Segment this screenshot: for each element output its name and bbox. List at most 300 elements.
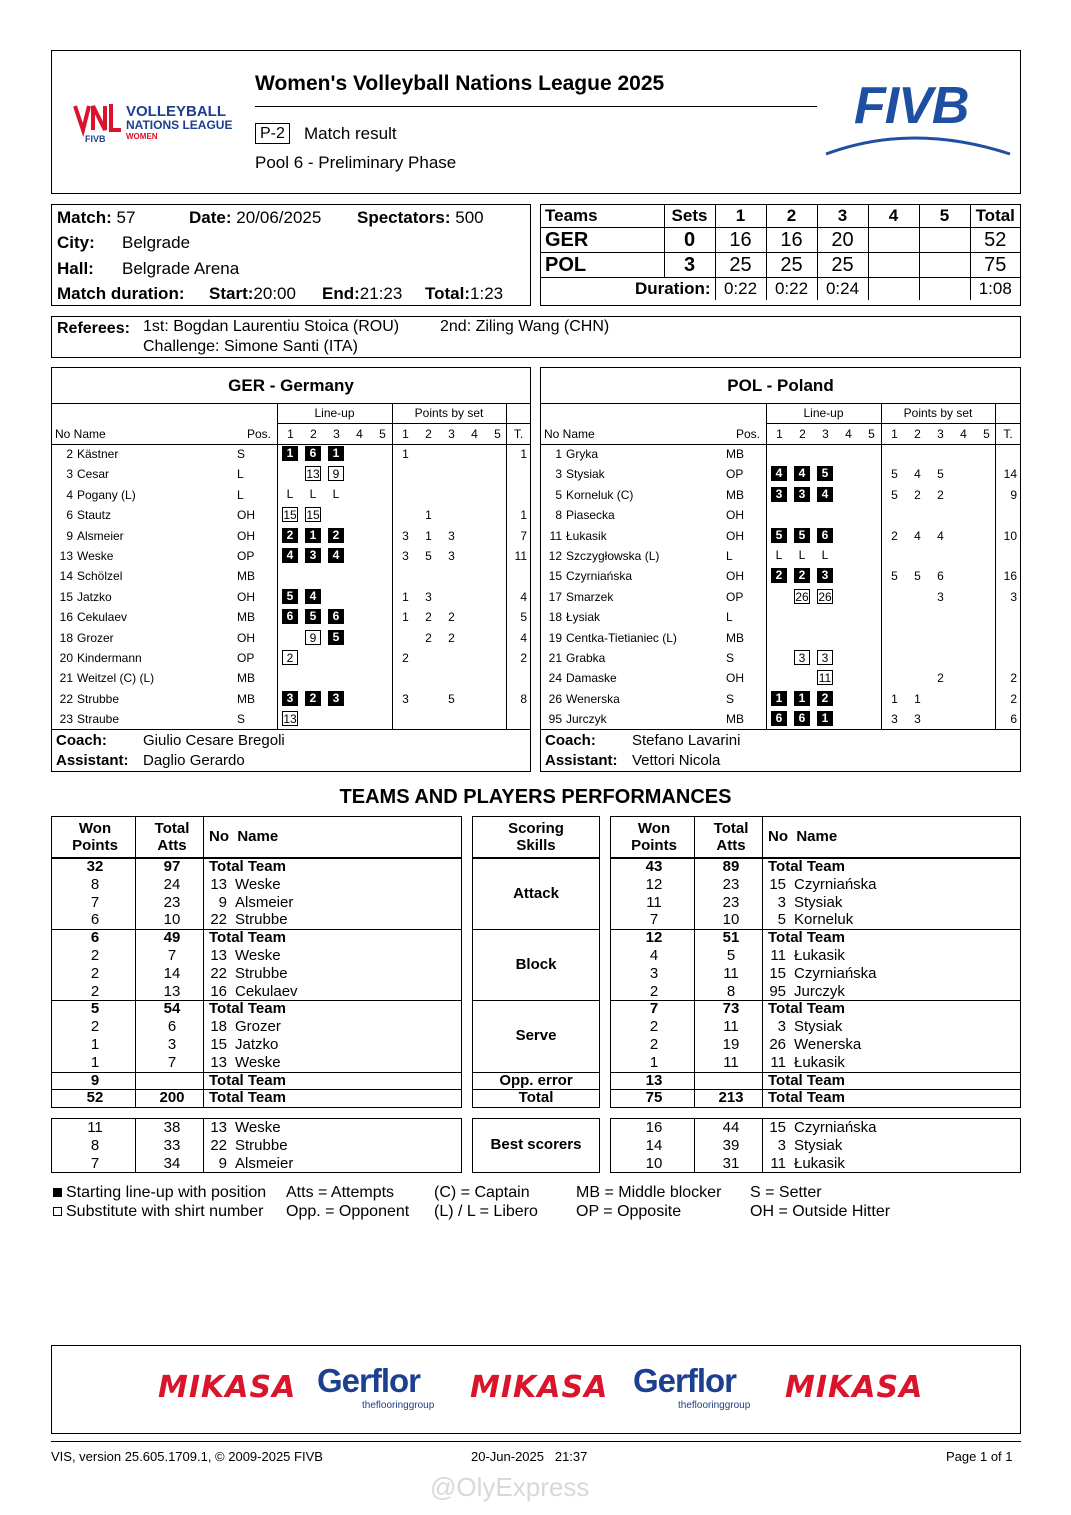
sets-won: 0	[664, 228, 715, 253]
first-referee: 1st: Bogdan Laurentiu Stoica (ROU)	[143, 318, 400, 335]
player-name: Alsmeier	[77, 528, 124, 543]
player-name: Łukasik	[794, 1154, 845, 1172]
coach-label: Coach:	[56, 732, 107, 749]
col-set-lineup: 4	[845, 427, 852, 441]
player-name: Jurczyk	[566, 712, 607, 727]
set-points: 4	[914, 467, 921, 482]
col-total-atts: Total Atts	[154, 820, 190, 854]
best-scorers-label: Best scorers	[490, 1135, 582, 1153]
player-position: OH	[237, 589, 255, 604]
player-position: S	[237, 447, 246, 461]
player-position: L	[237, 467, 244, 482]
player-position: OH	[237, 508, 255, 523]
lineup-cell: L	[286, 486, 294, 501]
total-atts: 54	[163, 1000, 181, 1018]
won-points: 11	[87, 1119, 103, 1136]
legend-libero: (L) / L = Libero	[434, 1203, 538, 1220]
assistant-name: Daglio Gerardo	[143, 752, 245, 769]
lineup-cell: 5	[328, 630, 344, 645]
lineup-cell: 2	[282, 650, 298, 665]
player-position: MB	[237, 610, 255, 625]
col-set-points: 1	[402, 427, 409, 441]
set-score: 16	[766, 228, 817, 253]
won-points: 2	[90, 964, 100, 982]
player-name: Alsmeier	[235, 1154, 294, 1172]
player-number: 15	[548, 569, 562, 584]
match-total: Total:1:23	[425, 284, 504, 303]
player-position: S	[726, 651, 735, 665]
player-position: MB	[726, 630, 744, 645]
vnl-logo	[73, 100, 238, 146]
lineup-cell: L	[775, 548, 783, 562]
set-points: 1	[402, 447, 409, 461]
rule	[135, 929, 136, 1000]
won-points: 8	[90, 875, 100, 893]
col-pos: Pos.	[736, 427, 761, 441]
watermark: @OlyExpress	[430, 1472, 590, 1502]
col-no-name: No Name	[55, 427, 106, 441]
won-points: 13	[645, 1071, 663, 1089]
col-set-points: 1	[891, 427, 898, 441]
total-atts: 3	[167, 1036, 177, 1053]
player-name: Total Team	[209, 929, 286, 947]
match-number: Match: 57	[57, 208, 136, 227]
player-name: Łukasik	[794, 1053, 845, 1071]
player-number: 20	[59, 651, 73, 665]
set-points: 1	[402, 610, 409, 625]
player-number: 9	[218, 893, 227, 911]
assistant-label: Assistant:	[56, 752, 129, 769]
rule	[762, 1072, 763, 1090]
vnl-mark-icon	[73, 100, 125, 144]
rule	[203, 816, 204, 858]
player-position: OH	[726, 671, 744, 686]
set-points: 2	[425, 630, 432, 645]
player-number: 26	[769, 1036, 786, 1053]
won-points: 7	[90, 893, 100, 911]
col-set-lineup: 2	[310, 427, 317, 441]
set-points: 5	[448, 691, 455, 706]
lineup-cell: 2	[328, 528, 344, 543]
set-duration: 0:22	[715, 278, 766, 301]
set-score: 25	[715, 253, 766, 278]
set-points: 3	[891, 712, 898, 727]
set-points: 3	[425, 589, 432, 604]
col-set-lineup: 5	[379, 427, 386, 441]
set-points: 2	[937, 487, 944, 502]
footer-rule	[51, 1441, 1021, 1442]
player-number: 15	[210, 1036, 227, 1053]
player-name: Stautz	[77, 508, 112, 523]
match-start: Start:20:00	[209, 284, 296, 303]
coach-name: Giulio Cesare Bregoli	[143, 732, 285, 749]
set-duration	[919, 278, 970, 301]
rule	[51, 444, 531, 445]
player-position: OH	[237, 528, 255, 543]
skill-name: Block	[515, 955, 557, 973]
total-atts: 33	[163, 1136, 181, 1154]
won-points: 7	[649, 911, 659, 929]
won-points: 7	[90, 1154, 100, 1172]
mikasa-logo: MIKASA	[470, 1370, 609, 1405]
duration-label: Duration:	[541, 278, 715, 301]
won-points: 2	[649, 1018, 659, 1036]
player-number: 21	[548, 651, 562, 665]
won-points: 11	[646, 893, 662, 911]
legend-substitute: Substitute with shirt number	[53, 1203, 263, 1221]
won-points: 2	[90, 947, 100, 964]
rule	[540, 444, 1021, 445]
lineup-cell: L	[309, 486, 317, 501]
player-name: Korneluk	[794, 911, 854, 929]
lineup-cell: L	[798, 548, 806, 562]
lineup-cell: 9	[305, 630, 321, 645]
fivb-logo	[822, 77, 1014, 160]
set-points: 2	[914, 487, 921, 502]
lineup-cell: 13	[283, 712, 297, 727]
set-points: 3	[402, 549, 409, 563]
won-points: 43	[645, 858, 663, 875]
player-number: 3	[777, 1136, 786, 1154]
skill-name: Attack	[513, 884, 559, 902]
total-atts: 6	[167, 1018, 177, 1036]
total-atts: 11	[723, 1053, 739, 1071]
player-name: Cesar	[77, 467, 110, 482]
rule	[51, 729, 531, 730]
player-number: 4	[66, 487, 73, 502]
total-atts: 44	[722, 1119, 740, 1136]
player-name: Piasecka	[566, 508, 615, 523]
col-no-name: No Name	[209, 828, 279, 845]
set-points: 3	[914, 712, 921, 727]
legend-op: OP = Opposite	[576, 1203, 682, 1220]
player-name: Pogany (L)	[77, 487, 136, 502]
player-number: 5	[777, 911, 786, 929]
set-duration: 0:24	[817, 278, 868, 301]
legend-starting: Starting line-up with position	[53, 1184, 266, 1202]
player-name: Centka-Tietianiec (L)	[566, 630, 677, 645]
player-name: Czyrniańska	[566, 569, 633, 584]
player-number: 3	[555, 467, 562, 482]
player-name: Total Team	[209, 858, 286, 875]
player-position: L	[726, 610, 733, 625]
rule	[694, 1000, 695, 1071]
total-atts: 73	[722, 1000, 740, 1018]
player-total: 2	[1010, 671, 1017, 686]
set-points: 4	[914, 528, 921, 543]
results-header-set4: 4	[868, 205, 919, 228]
player-position: L	[237, 487, 244, 502]
set-duration	[868, 278, 919, 301]
player-name: Jurczyk	[794, 982, 845, 1000]
col-scoring-skills: Scoring Skills	[508, 820, 564, 854]
col-set-points: 2	[914, 427, 921, 441]
lineup-cell: 1	[794, 691, 810, 706]
player-number: 11	[549, 528, 562, 543]
player-name: Grabka	[566, 651, 606, 665]
player-name: Total Team	[209, 1071, 286, 1089]
results-table	[541, 205, 1020, 300]
won-points: 1	[90, 1036, 100, 1053]
rule	[135, 1000, 136, 1071]
player-number: 8	[555, 508, 562, 523]
skill-name: Opp. error	[499, 1071, 573, 1089]
player-total: 7	[520, 528, 527, 543]
player-position: OP	[237, 549, 255, 563]
player-total: 14	[1003, 467, 1017, 482]
results-header-teams: Teams	[541, 205, 664, 228]
player-number: 1	[555, 447, 562, 461]
vnl-logo-line1: VOLLEYBALL	[126, 103, 226, 120]
player-name: Strubbe	[235, 1136, 288, 1154]
col-won-points: Won Points	[631, 820, 677, 854]
player-number: 17	[548, 589, 562, 604]
set-score: 20	[817, 228, 868, 253]
won-points: 1	[649, 1053, 659, 1071]
player-name: Alsmeier	[235, 893, 294, 911]
set-points: 3	[402, 691, 409, 706]
player-total: 11	[514, 549, 527, 563]
lineup-cell: 11	[818, 671, 832, 686]
rule	[135, 858, 136, 929]
set-points: 3	[448, 528, 455, 543]
lineup-cell: L	[332, 486, 340, 501]
player-number: 18	[210, 1018, 227, 1036]
player-number: 22	[210, 911, 227, 929]
player-number: 15	[769, 875, 786, 893]
lineup-cell: 6	[305, 446, 321, 461]
total-atts: 10	[722, 911, 740, 929]
set-score: 25	[766, 253, 817, 278]
lineup-cell: 6	[794, 711, 810, 726]
team-title: POL - Poland	[727, 376, 834, 395]
player-position: L	[726, 549, 733, 563]
lineup-cell: 2	[794, 568, 810, 583]
results-header-set3: 3	[817, 205, 868, 228]
won-points: 5	[90, 1000, 100, 1018]
player-total: 16	[1003, 569, 1017, 584]
lineup-cell: 3	[794, 487, 810, 502]
player-name: Total Team	[768, 1000, 845, 1018]
total-atts: 8	[726, 982, 736, 1000]
rule	[540, 403, 1021, 404]
player-position: OH	[726, 569, 744, 584]
won-points: 9	[90, 1071, 100, 1089]
rule	[540, 729, 1021, 730]
player-number: 24	[548, 671, 562, 686]
player-name: Cekulaev	[235, 982, 298, 1000]
player-number: 22	[210, 1136, 227, 1154]
player-name: Cekulaev	[77, 610, 128, 625]
lineup-cell: 1	[817, 711, 833, 726]
rule	[694, 816, 695, 858]
player-number: 11	[770, 947, 786, 964]
total-atts: 11	[723, 964, 739, 982]
player-number: 13	[210, 1119, 227, 1136]
city-label: City:	[57, 233, 95, 252]
player-total: 6	[1010, 712, 1017, 727]
player-position: MB	[237, 671, 255, 686]
lineup-cell: 3	[328, 691, 344, 706]
player-name: Strubbe	[235, 911, 288, 929]
total-points: 52	[970, 228, 1020, 253]
lineup-cell: 4	[771, 466, 787, 481]
player-number: 18	[548, 610, 562, 625]
mikasa-logo: MIKASA	[158, 1370, 297, 1405]
total-duration: 1:08	[970, 278, 1020, 301]
set-points: 2	[425, 610, 432, 625]
coach-name: Stefano Lavarini	[632, 732, 741, 749]
lineup-cell: 15	[283, 508, 297, 523]
set-points: 2	[402, 651, 409, 665]
set-points: 5	[425, 549, 432, 563]
player-name: Smarzek	[566, 589, 614, 604]
lineup-cell: 4	[328, 548, 344, 563]
total-atts: 213	[718, 1089, 744, 1107]
player-number: 9	[66, 528, 73, 543]
won-points: 3	[649, 964, 659, 982]
total-points: 75	[970, 253, 1020, 278]
player-name: Grozer	[77, 630, 114, 645]
total-atts: 49	[163, 929, 181, 947]
player-number: 2	[66, 447, 73, 461]
hall-label: Hall:	[57, 259, 94, 278]
team-title: GER - Germany	[228, 376, 354, 395]
rule	[135, 1118, 136, 1173]
total-atts: 23	[163, 893, 181, 911]
fivb-logo-text: FIVB	[854, 77, 969, 135]
rule	[694, 929, 695, 1000]
player-name: Grozer	[235, 1018, 281, 1036]
skill-name: Serve	[515, 1027, 557, 1044]
legend-mb: MB = Middle blocker	[576, 1184, 722, 1201]
player-name: Korneluk (C)	[566, 487, 634, 502]
player-name: Weske	[235, 1119, 281, 1136]
team-code: POL	[541, 253, 664, 278]
player-position: MB	[726, 487, 744, 502]
lineup-cell: 5	[282, 589, 298, 604]
player-name: Weske	[235, 1053, 281, 1071]
player-name: Gryka	[566, 447, 599, 461]
gerflor-logo: Gerflor	[633, 1362, 737, 1399]
won-points: 32	[86, 858, 104, 875]
vnl-small-text: FIVB	[85, 134, 106, 144]
won-points: 10	[645, 1154, 663, 1172]
lineup-cell: 9	[328, 466, 344, 481]
player-position: OP	[726, 467, 744, 482]
footer-printed: 20-Jun-2025 21:37	[471, 1449, 588, 1464]
player-name: Total Team	[768, 858, 845, 875]
results-row-ger	[541, 228, 1020, 253]
set-score: 16	[715, 228, 766, 253]
set-score: 25	[817, 253, 868, 278]
rule	[694, 1118, 695, 1173]
set-duration: 0:22	[766, 278, 817, 301]
footer-page: Page 1 of 1	[946, 1449, 1013, 1464]
lineup-cell: 3	[305, 548, 321, 563]
hall: Belgrade Arena	[122, 259, 240, 278]
col-won-points: Won Points	[72, 820, 118, 854]
player-name: Strubbe	[235, 964, 288, 982]
match-date: Date: 20/06/2025	[189, 208, 322, 227]
player-name: Stysiak	[794, 893, 843, 911]
player-name: Wenerska	[794, 1036, 862, 1053]
col-set-lineup: 1	[287, 427, 294, 441]
rule	[881, 403, 882, 729]
total-atts: 10	[163, 911, 181, 929]
col-no-name: No Name	[768, 828, 838, 845]
total-atts: 23	[722, 875, 740, 893]
player-position: OH	[726, 528, 744, 543]
player-number: 15	[769, 1119, 786, 1136]
player-name: Straube	[77, 712, 120, 727]
col-set-points: 3	[937, 427, 944, 441]
match-end: End:21:23	[322, 284, 403, 303]
col-set-points: 4	[471, 427, 478, 441]
player-position: MB	[726, 447, 744, 461]
player-number: 3	[777, 1018, 786, 1036]
lineup-cell: 4	[817, 487, 833, 502]
lineup-cell: 2	[817, 691, 833, 706]
gerflor-logo: Gerflor	[317, 1362, 421, 1399]
total-atts: 34	[163, 1154, 181, 1172]
results-header-total: Total	[970, 205, 1020, 228]
lineup-cell: 3	[817, 650, 833, 665]
player-name: Szczygłowska (L)	[566, 549, 660, 563]
col-no-name: No Name	[544, 427, 595, 441]
skill-name: Total	[518, 1089, 554, 1107]
rule	[762, 816, 763, 858]
results-row-pol	[541, 253, 1020, 278]
legend-atts: Atts = Attempts	[286, 1184, 395, 1201]
player-number: 19	[548, 630, 562, 645]
set-points: 3	[937, 589, 944, 604]
lineup-cell: 6	[771, 711, 787, 726]
col-total: T.	[513, 427, 524, 441]
won-points: 6	[90, 929, 100, 947]
won-points: 7	[649, 1000, 659, 1018]
set-points: 1	[425, 528, 432, 543]
lineup-cell: 2	[282, 528, 298, 543]
team-code: GER	[541, 228, 664, 253]
player-number: 18	[59, 630, 73, 645]
lineup-cell: 5	[305, 609, 321, 624]
lineup-cell: 2	[305, 691, 321, 706]
set-points: 1	[402, 589, 409, 604]
set-points: 1	[425, 508, 432, 523]
set-points: 5	[937, 467, 944, 482]
player-number: 16	[59, 610, 73, 625]
black-square-icon	[53, 1188, 62, 1197]
set-points: 2	[891, 528, 898, 543]
lineup-cell: 3	[794, 650, 810, 665]
results-header-set1: 1	[715, 205, 766, 228]
player-number: 16	[210, 982, 227, 1000]
set-points: 5	[914, 569, 921, 584]
player-number: 15	[769, 964, 786, 982]
player-position: OH	[237, 630, 255, 645]
won-points: 16	[645, 1119, 663, 1136]
lineup-cell: 1	[282, 446, 298, 461]
lineup-header: Line-up	[314, 406, 355, 420]
duration-label: Match duration:	[57, 284, 185, 303]
challenge-referee: Challenge: Simone Santi (ITA)	[143, 338, 358, 355]
doc-type: Match result	[304, 124, 397, 143]
won-points: 52	[86, 1089, 104, 1107]
player-number: 21	[59, 671, 73, 686]
player-number: 13	[59, 549, 73, 563]
lineup-cell: 26	[818, 589, 832, 604]
